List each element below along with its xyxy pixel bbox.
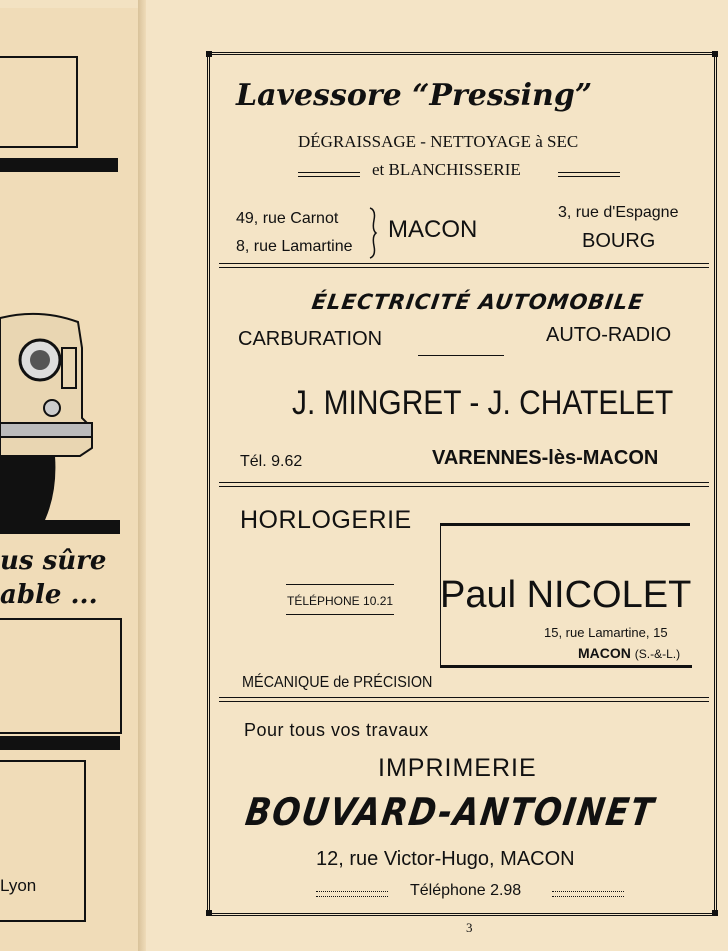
left-top-box (0, 56, 78, 148)
pressing-city: MACON (388, 216, 478, 243)
frame-corner (712, 910, 718, 916)
imprimerie-name: BOUVARD-ANTOINET (242, 790, 658, 834)
separator (219, 697, 709, 702)
telephone-rule-top (286, 584, 394, 585)
horlogerie-title: HORLOGERIE (240, 506, 412, 534)
horlogerie-name: Paul NICOLET (440, 574, 692, 616)
imprimerie-rule-right (552, 891, 624, 897)
horlogerie-rule (440, 523, 690, 526)
imprimerie-intro: Pour tous vos travaux (244, 720, 429, 740)
pressing-address3: 3, rue d'Espagne (558, 204, 679, 221)
separator (219, 263, 709, 268)
imprimerie-rule-left (316, 891, 388, 897)
pressing-rule-right (558, 172, 620, 177)
imprimerie-title: IMPRIMERIE (378, 754, 537, 782)
pressing-rule-left (298, 172, 360, 177)
brace-icon (368, 206, 378, 260)
left-black-bar-1 (0, 158, 118, 172)
electricite-right: AUTO-RADIO (546, 324, 672, 346)
horlogerie-address: 15, rue Lamartine, 15 (544, 625, 668, 640)
left-bottom-box (0, 760, 86, 922)
pressing-city2: BOURG (582, 230, 656, 252)
electricite-ornament (418, 355, 504, 356)
horlogerie-telephone: TÉLÉPHONE 10.21 (287, 594, 394, 608)
horlogerie-city: MACON (578, 645, 631, 661)
pressing-address1: 49, rue Carnot (236, 210, 339, 227)
horlogerie-bottom-rule (440, 665, 692, 668)
frame-corner (206, 51, 212, 57)
electricite-left: CARBURATION (238, 328, 383, 350)
frame-corner (206, 910, 212, 916)
horlogerie-footer: MÉCANIQUE de PRÉCISION (242, 674, 433, 691)
electricite-title: ÉLECTRICITÉ AUTOMOBILE (310, 290, 646, 314)
electricite-tel: Tél. 9.62 (240, 453, 303, 470)
telephone-rule-bottom (286, 614, 394, 615)
left-black-bar-3 (0, 736, 120, 750)
separator (219, 482, 709, 487)
pressing-address2: 8, rue Lamartine (236, 238, 353, 255)
left-page (0, 8, 140, 951)
left-slogan-line1: us sûre (0, 546, 107, 576)
horlogerie-dept: (S.-&-L.) (634, 647, 681, 661)
frame-corner (712, 51, 718, 57)
pressing-services2: et BLANCHISSERIE (372, 160, 521, 179)
electricite-names: J. MINGRET - J. CHATELET (292, 384, 674, 422)
imprimerie-address: 12, rue Victor-Hugo, MACON (316, 848, 575, 870)
page-number: 3 (466, 920, 473, 935)
left-city: Lyon (0, 876, 37, 895)
book-spine (138, 0, 146, 951)
left-black-bar-2 (0, 520, 120, 534)
left-middle-box (0, 618, 122, 734)
car-illustration (0, 308, 100, 538)
imprimerie-tel: Téléphone 2.98 (410, 882, 522, 899)
pressing-name: Lavessore “Pressing” (236, 78, 593, 113)
left-slogan-line2: able ... (0, 580, 98, 610)
electricite-city: VARENNES-lès-MACON (432, 447, 659, 469)
horlogerie-city-line (578, 645, 680, 661)
pressing-services: DÉGRAISSAGE - NETTOYAGE à SEC (298, 132, 579, 151)
